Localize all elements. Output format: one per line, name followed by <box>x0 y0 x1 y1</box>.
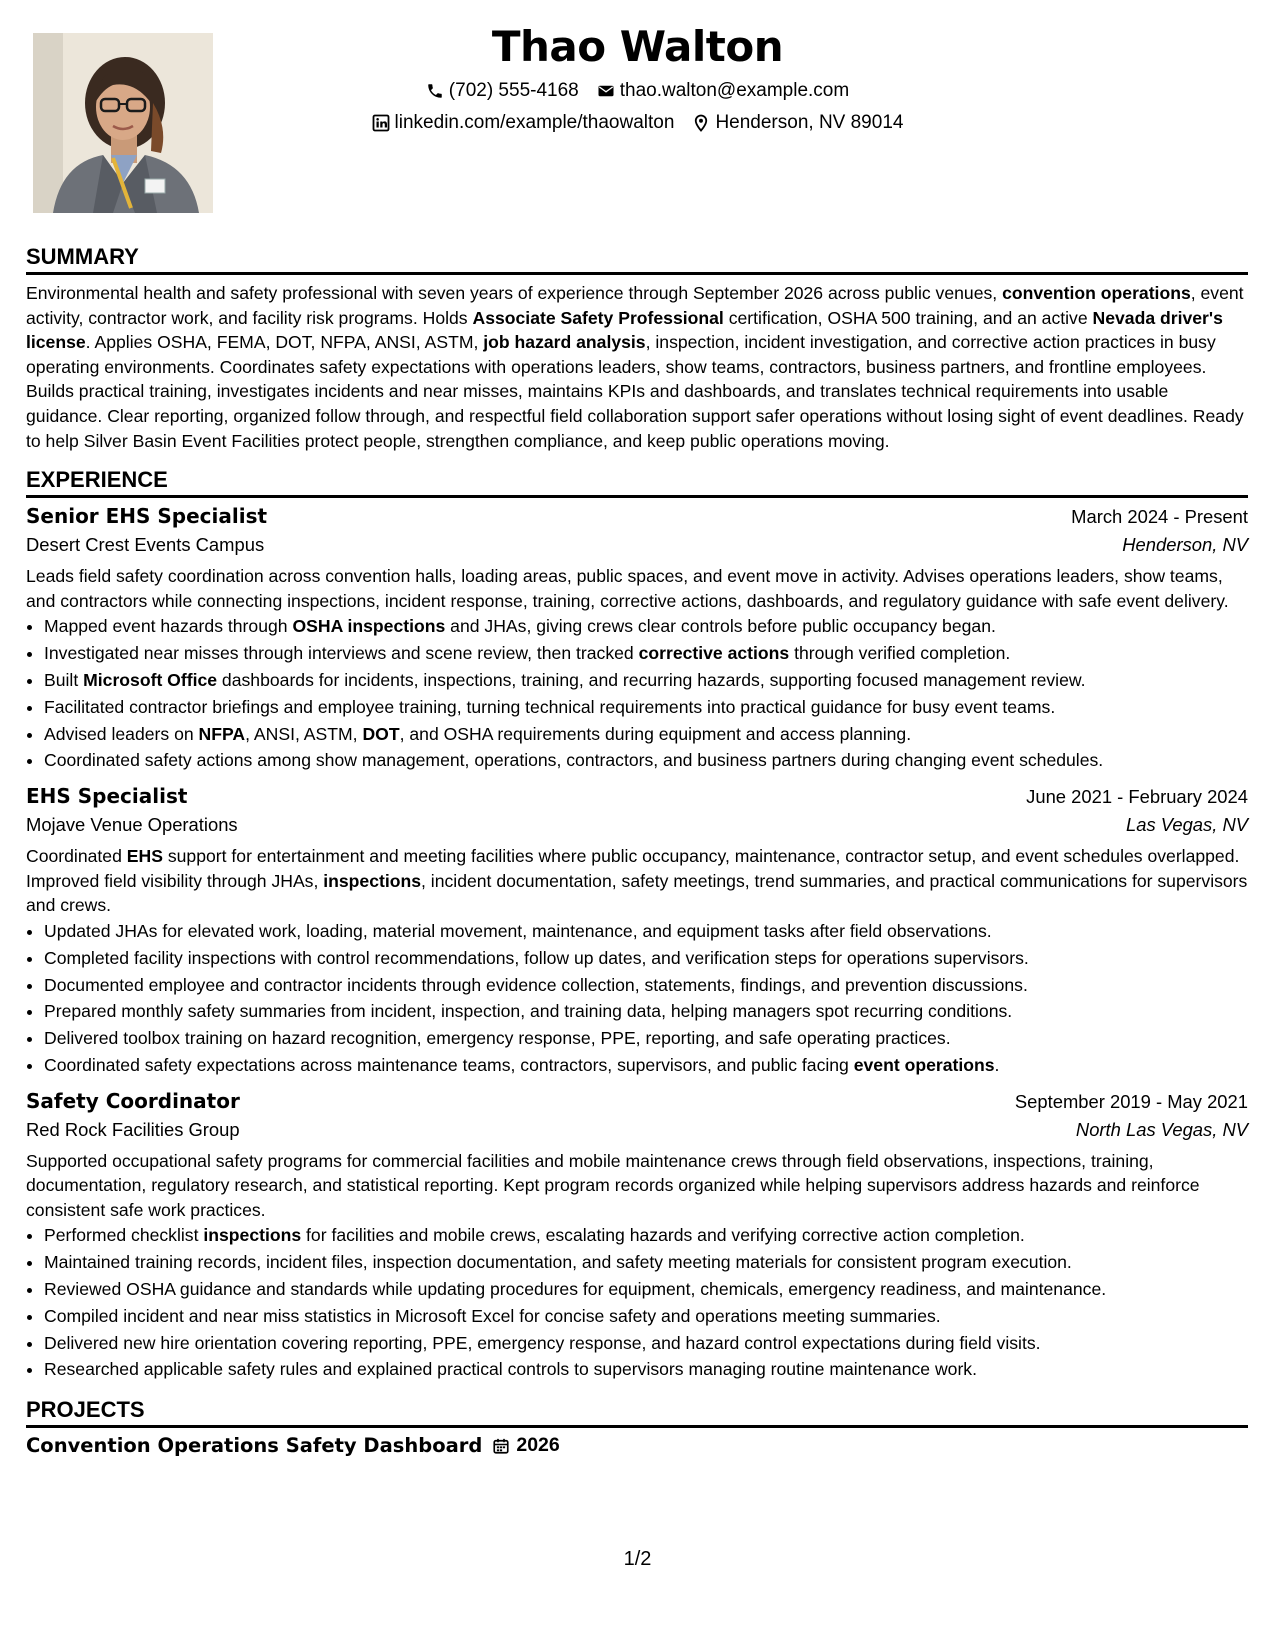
text-run: , incident documentation, safety meetings, trend summaries, and practical communications for supervisors and crews. <box>26 870 1248 916</box>
calendar-icon <box>492 1437 510 1455</box>
job-title: Senior EHS Specialist <box>26 504 268 529</box>
bold-text: inspections <box>323 870 422 891</box>
summary-section <box>26 244 1248 453</box>
list-item <box>44 747 1248 774</box>
job-bullets <box>26 1222 1248 1383</box>
text-run: Coordinated safety actions among show management, operations, contractors, and business partners during changing event schedules. <box>44 750 1104 771</box>
bold-text: EHS <box>126 846 163 867</box>
text-run: Researched applicable safety rules and explained practical controls to supervisors managing routine maintenance work. <box>44 1359 977 1380</box>
text-run: Updated JHAs for elevated work, loading, material movement, maintenance, and equipment tasks after field observations. <box>44 920 992 941</box>
list-item <box>44 1222 1248 1249</box>
text-run: Prepared monthly safety summaries from incident, inspection, and training data, helping managers spot recurring conditions. <box>44 1001 1013 1022</box>
text-run: Facilitated contractor briefings and employee training, turning technical requirements into practical guidance for busy event teams. <box>44 696 1056 717</box>
text-run: Supported occupational safety programs for commercial facilities and mobile maintenance crews through field observations, inspections, training, documentation, regulatory research, and statistical reporting. Kept program records organized while helping supervisors address hazards and reinforce consistent safe work practices. <box>26 1150 1200 1220</box>
job-header <box>26 1089 1248 1113</box>
job-header <box>26 504 1248 528</box>
list-item <box>44 945 1248 972</box>
text-run: . Applies OSHA, FEMA, DOT, NFPA, ANSI, ASTM, <box>85 332 484 353</box>
job-bullets <box>26 613 1248 774</box>
text-run: . <box>994 1054 1000 1075</box>
phone-icon <box>426 82 444 100</box>
email-contact[interactable] <box>597 80 849 102</box>
text-run: Mapped event hazards through <box>44 616 293 637</box>
text-run: Delivered toolbox training on hazard recognition, emergency response, PPE, reporting, and safe operating practices. <box>44 1028 951 1049</box>
text-run: Compiled incident and near miss statistics in Microsoft Excel for concise safety and operations meeting summaries. <box>44 1305 941 1326</box>
list-item <box>44 1249 1248 1276</box>
job-location: Henderson, NV <box>1122 534 1248 556</box>
text-run: through verified completion. <box>789 643 1011 664</box>
text-run: support for entertainment and meeting facilities where public occupancy, maintenance, contractor setup, and event schedules overlapped. Improved field visibility through JHAs, <box>26 846 1240 891</box>
list-item <box>44 1356 1248 1383</box>
list-item <box>44 613 1248 640</box>
list-item <box>44 1052 1248 1079</box>
bold-text: event operations <box>853 1054 995 1075</box>
list-item <box>44 721 1248 748</box>
bold-text: OSHA inspections <box>292 616 446 637</box>
job-dates: March 2024 - Present <box>1071 506 1248 528</box>
phone-contact[interactable] <box>426 80 579 102</box>
job-subheader <box>26 534 1248 556</box>
map-pin-icon <box>692 114 710 132</box>
experience-heading: EXPERIENCE <box>26 467 1248 498</box>
page-number: 1/2 <box>623 1548 652 1570</box>
project-year <box>492 1434 559 1457</box>
text-run: Environmental health and safety professional with seven years of experience through September 2026 across public venues, <box>26 283 1003 303</box>
text-run: Coordinated <box>26 846 127 867</box>
job-entry <box>26 1089 1248 1384</box>
text-run: Advised leaders on <box>44 723 199 744</box>
list-item <box>44 640 1248 667</box>
summary-text <box>26 281 1248 453</box>
list-item <box>44 694 1248 721</box>
text-run: Leads field safety coordination across convention halls, loading areas, public spaces, and event move in activity. Advises operations leaders, show teams, and contractors while connecting inspections, incident response, training, corrective actions, dashboards, and regulatory guidance with safe event delivery. <box>26 566 1229 611</box>
list-item <box>44 667 1248 694</box>
bold-text: inspections <box>203 1225 302 1246</box>
job-subheader <box>26 814 1248 836</box>
list-item <box>44 972 1248 999</box>
job-description <box>26 1149 1248 1223</box>
text-run: Documented employee and contractor incidents through evidence collection, statements, findings, and prevention discussions. <box>44 974 1028 995</box>
bold-text: Nevada driver's license <box>26 307 1223 353</box>
text-run: , and OSHA requirements during equipment and access planning. <box>399 723 912 744</box>
company-name: Desert Crest Events Campus <box>26 534 265 556</box>
text-run: Built <box>44 669 84 690</box>
email-address: thao.walton@example.com <box>619 80 850 101</box>
candidate-name: Thao Walton <box>491 22 784 71</box>
bold-text: Associate Safety Professional <box>472 307 724 328</box>
text-run: , event activity, contractor work, and facility risk programs. Holds <box>26 283 1244 328</box>
summary-heading: SUMMARY <box>26 244 1248 275</box>
list-item <box>44 1330 1248 1357</box>
jobs-list <box>26 504 1248 1383</box>
text-run: Maintained training records, incident files, inspection documentation, and safety meeting materials for consistent program execution. <box>44 1252 1072 1273</box>
text-run: certification, OSHA 500 training, and an active <box>723 307 1093 328</box>
job-location: North Las Vegas, NV <box>1075 1118 1248 1140</box>
bold-text: corrective actions <box>638 643 790 664</box>
bold-text: job hazard analysis <box>483 332 646 353</box>
contact-line-1 <box>0 80 1275 102</box>
envelope-icon <box>597 82 615 100</box>
list-item <box>44 918 1248 945</box>
text-run: , ANSI, ASTM, <box>245 723 363 744</box>
company-name: Red Rock Facilities Group <box>26 1118 240 1140</box>
text-run: Completed facility inspections with control recommendations, follow up dates, and verification steps for operations supervisors. <box>44 947 1029 968</box>
job-description <box>26 844 1248 918</box>
list-item <box>44 1303 1248 1330</box>
linkedin-contact[interactable] <box>372 112 675 134</box>
linkedin-url: linkedin.com/example/thaowalton <box>394 112 675 133</box>
job-subheader <box>26 1119 1248 1141</box>
bold-text: convention operations <box>1002 283 1191 303</box>
list-item <box>44 998 1248 1025</box>
text-run: for facilities and mobile crews, escalating hazards and verifying corrective action completion. <box>301 1225 1025 1246</box>
phone-number: (702) 555-4168 <box>448 80 579 101</box>
bold-text: NFPA <box>198 723 246 744</box>
projects-section <box>26 1397 1248 1457</box>
linkedin-icon <box>372 114 390 132</box>
company-name: Mojave Venue Operations <box>26 814 238 836</box>
project-name: Convention Operations Safety Dashboard <box>26 1434 483 1458</box>
job-entry <box>26 504 1248 774</box>
project-item <box>26 1434 1248 1457</box>
resume-body <box>26 244 1248 1471</box>
text-run: Delivered new hire orientation covering reporting, PPE, emergency response, and hazard control expectations during field visits. <box>44 1332 1041 1353</box>
job-header <box>26 784 1248 808</box>
experience-section <box>26 467 1248 1383</box>
project-year-text: 2026 <box>516 1434 560 1457</box>
text-run: Investigated near misses through interviews and scene review, then tracked <box>44 643 639 664</box>
job-dates: June 2021 - February 2024 <box>1026 786 1248 808</box>
job-dates: September 2019 - May 2021 <box>1014 1090 1248 1112</box>
list-item <box>44 1276 1248 1303</box>
text-run: Reviewed OSHA guidance and standards while updating procedures for equipment, chemicals, emergency readiness, and maintenance. <box>44 1279 1107 1300</box>
bold-text: Microsoft Office <box>83 669 218 690</box>
bold-text: DOT <box>362 723 400 744</box>
text-run: Coordinated safety expectations across maintenance teams, contractors, supervisors, and public facing <box>44 1054 854 1075</box>
job-title: Safety Coordinator <box>26 1088 240 1113</box>
list-item <box>44 1025 1248 1052</box>
location-contact <box>692 112 903 134</box>
job-description <box>26 564 1248 613</box>
text-run: Performed checklist <box>44 1225 204 1246</box>
job-entry <box>26 784 1248 1079</box>
job-bullets <box>26 918 1248 1079</box>
location-text: Henderson, NV 89014 <box>715 112 904 133</box>
text-run: dashboards for incidents, inspections, training, and recurring hazards, supporting focused management review. <box>217 669 1086 690</box>
projects-heading: PROJECTS <box>26 1397 1248 1428</box>
job-location: Las Vegas, NV <box>1126 814 1248 836</box>
text-run: and JHAs, giving crews clear controls before public occupancy began. <box>445 616 996 637</box>
contact-line-2 <box>0 112 1275 134</box>
job-title: EHS Specialist <box>26 784 188 809</box>
text-run: , inspection, incident investigation, and corrective action practices in busy operating environments. Coordinates safety expectations with operations leaders, show teams, contractors, business partners, and frontline employees. Builds practical training, investigates incidents and near misses, maintains KPIs and dashboards, and translates technical requirements into usable guidance. Clear reporting, organized follow through, and respectful field collaboration support safer operations without losing sight of event deadlines. Ready to help Silver Basin Event Facilities protect people, strengthen compliance, and keep public operations moving. <box>26 332 1244 451</box>
